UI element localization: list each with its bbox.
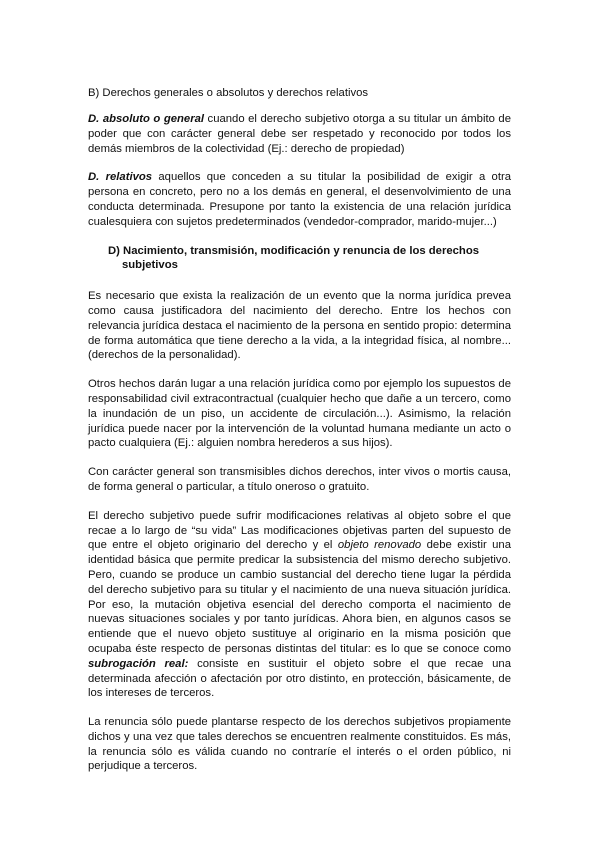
relativos-definition: aquellos que conceden a su titular la posibilidad de exigir a otra persona en concreto, pero no a los demás en general, el desenvolvimiento de una conducta determinada. Presupone por tanto la existencia de una relación jurídica cualesquiera con sujetos predeterminados (vendedor-comprador, marido-mujer...) [88, 171, 511, 228]
subrogacion-real-term: subrogación real: [88, 657, 189, 670]
absoluto-definition: cuando el derecho subjetivo otorga a su titular un ámbito de poder que con carácter general debe ser respetado y reconocido por todos los demás miembros de la colectividad (Ej.: derecho de propiedad) [88, 113, 511, 155]
modificacion-text-a: El derecho subjetivo puede sufrir modificaciones relativas al objeto sobre el que recae a lo largo de “su vida” Las modificaciones objetivas parten del supuesto de que entre el objeto originario del derecho y el [88, 509, 511, 552]
section-b-heading: B) Derechos generales o absolutos y derechos relativos [88, 87, 369, 99]
paragraph-otros-hechos: Otros hechos darán lugar a una relación jurídica como por ejemplo los supuestos de responsabilidad civil extracontractual (cualquier hecho que dañe a un tercero, como la inundación de un piso, un accidente de circulación...). Asimismo, la relación jurídica puede nacer por la intervención de la voluntad humana mediante un acto o pacto cualquiera (Ej.: alguien nombra herederos a sus hijos). [88, 378, 511, 450]
absoluto-term: D. absoluto o general [88, 113, 205, 125]
absoluto-paragraph [88, 112, 511, 156]
modificacion-text-c: debe existir una identidad básica que permite predicar la subsistencia del mismo derecho subjetivo. Pero, cuando se produce un cambio sustancial del derecho tiene lugar la pérdida del derecho subjetivo para su titular y el nacimiento de una nueva situación jurídica. Por eso, la mutación objetiva esencial del derecho comporta el nacimiento de nuevas situaciones sociales y por tanto jurídicas. Ahora bien, en algunos casos se entiende que el nuevo objeto sustituye al originario en la misma posición que ocupaba éste respecto de personas distintas del titular: es lo que se conoce como [88, 539, 511, 655]
paragraph-modificacion [88, 509, 511, 701]
paragraph-transmision: Con carácter general son transmisibles dichos derechos, inter vivos o mortis causa, de forma general o particular, a título oneroso o gratuito. [88, 466, 511, 493]
relativos-term: D. relativos [88, 171, 153, 184]
objeto-renovado-term: objeto renovado [337, 539, 422, 552]
paragraph-renuncia: La renuncia sólo puede plantarse respecto de los derechos subjetivos propiamente dichos y una vez que tales derechos se encuentren realmente constituidos. Es más, la renuncia sólo es válida cuando no contraríe el interés o el orden público, ni perjudique a terceros. [88, 716, 511, 773]
modificacion-text-e: consiste en sustituir el objeto sobre el que recae una determinada afección o afectación por otro distinto, en protección, básicamente, de los intereses de terceros. [88, 657, 511, 700]
section-d-title: D) Nacimiento, transmisión, modificación y renuncia de los derechos subjetivos [108, 244, 480, 272]
relativos-paragraph [88, 170, 511, 229]
paragraph-nacimiento: Es necesario que exista la realización de un evento que la norma jurídica prevea como causa justificadora del nacimiento del derecho. Entre los hechos con relevancia jurídica destaca el nacimiento de la persona en sentido propio: determina de forma automática que tiene derecho a la vida, a la integridad física, al nombre... (derechos de la personalidad). [88, 290, 511, 362]
